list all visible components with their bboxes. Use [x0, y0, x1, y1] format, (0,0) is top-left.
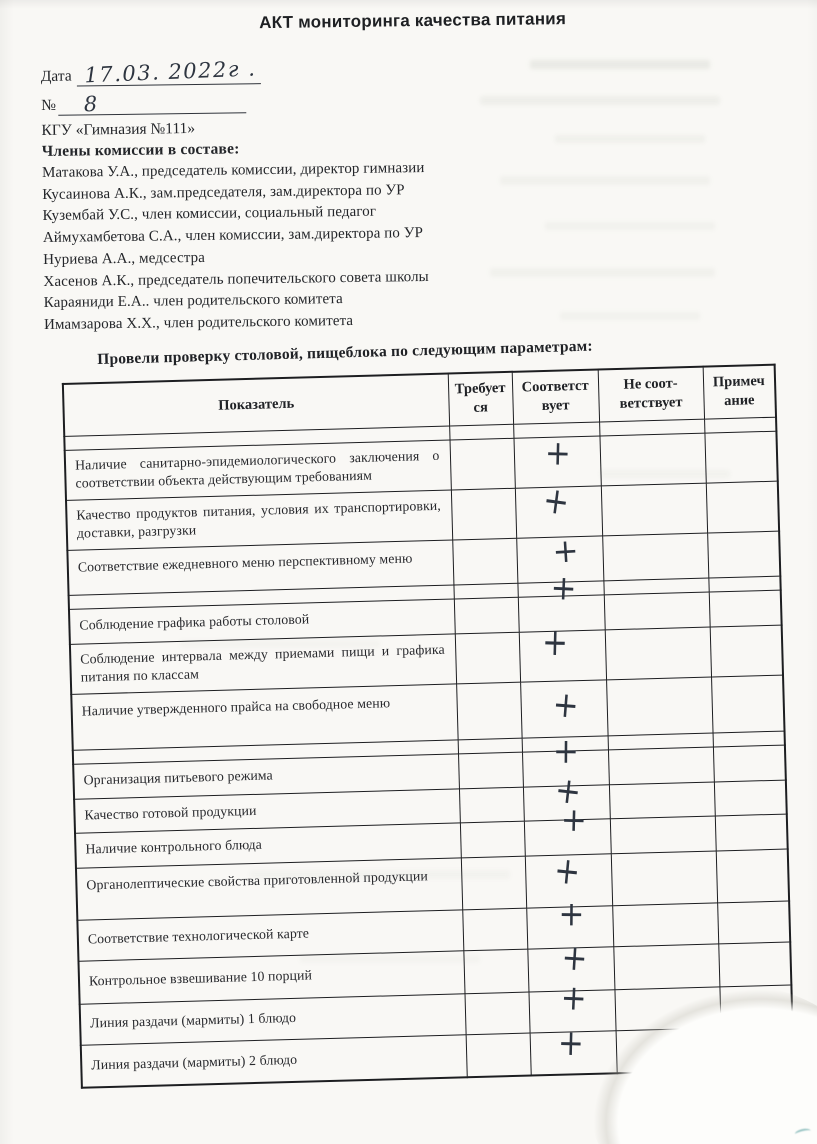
- not-complies-cell: [614, 986, 720, 1030]
- indicator-cell: Качество готовой продукции: [74, 788, 460, 832]
- complies-cell: [530, 1022, 617, 1075]
- not-complies-cell: [608, 747, 714, 785]
- indicator-cell: Органолептические свойства приготовленной продукции: [76, 857, 462, 919]
- required-cell: [460, 821, 525, 858]
- required-cell: [450, 438, 515, 490]
- not-complies-cell: [601, 483, 707, 536]
- handwritten-plus-mark: +: [559, 977, 588, 1019]
- note-cell: [718, 941, 791, 986]
- commission-member: Хасенов А.К., председатель попечительского совета школы: [43, 268, 429, 290]
- column-header-indicator: Показатель: [63, 374, 449, 436]
- required-cell: [456, 682, 521, 740]
- required-cell: [464, 992, 529, 1035]
- column-header-note: Примеч ание: [703, 365, 776, 419]
- indicator-cell: Контрольное взвешивание 10 порций: [78, 950, 464, 1003]
- checklist-block: [61, 333, 795, 1089]
- not-complies-cell: [606, 677, 712, 736]
- not-complies-cell: [610, 815, 716, 853]
- note-cell: [711, 675, 784, 733]
- required-cell: [452, 538, 517, 585]
- commission-member: Кузембай У.С., член комиссии, социальный педагог: [42, 204, 377, 225]
- number-label: №: [41, 96, 57, 114]
- indicator-cell: Линия раздачи (мармиты) 2 блюдо: [81, 1034, 467, 1087]
- note-cell: [719, 984, 792, 1027]
- required-cell: [462, 908, 527, 951]
- commission-member: Аймухамбетова С.А., член комиссии, зам.директора по УР: [42, 225, 424, 247]
- not-complies-cell: [604, 592, 710, 630]
- handwritten-plus-mark: +: [541, 620, 569, 666]
- note-cell: [721, 1025, 794, 1070]
- handwritten-date: 17.03. 2022г .: [83, 56, 257, 88]
- required-cell: [451, 488, 516, 540]
- corner-ink-smudge: [794, 1127, 811, 1138]
- note-cell: [716, 849, 789, 903]
- required-cell: [463, 949, 528, 994]
- indicator-cell: Наличие контрольного блюда: [75, 822, 461, 867]
- indicator-cell: Организация питьевого режима: [73, 753, 459, 798]
- handwritten-plus-mark: +: [551, 683, 581, 728]
- not-complies-cell: [612, 902, 718, 946]
- required-cell: [455, 632, 520, 684]
- complies-cell: [515, 478, 602, 537]
- monitoring-checklist-table: [62, 364, 795, 1089]
- note-cell: [713, 745, 786, 782]
- column-header-required: Требует ся: [448, 372, 513, 426]
- indicator-cell: Наличие санитарно-эпидемиологического заключения о соответствии объекта действующим требованиям: [65, 440, 451, 500]
- note-cell: [709, 590, 782, 627]
- note-cell: [707, 531, 780, 578]
- indicator-cell: Соблюдение графика работы столовой: [69, 598, 455, 643]
- commission-member: Матакова У.А., председатель комиссии, директор гимназии: [41, 159, 425, 181]
- handwritten-plus-mark: +: [540, 478, 572, 525]
- indicator-cell: Наличие утвержденного прайса на свободное меню: [71, 683, 457, 749]
- note-cell: [715, 814, 788, 851]
- indicator-cell: Соответствие ежедневного меню перспективному меню: [67, 539, 453, 594]
- commission-heading: Члены комиссии в составе:: [41, 140, 240, 160]
- not-complies-cell: [613, 943, 719, 989]
- handwritten-plus-mark: +: [560, 936, 589, 980]
- not-complies-cell: [602, 533, 708, 581]
- handwritten-plus-mark: +: [557, 1022, 585, 1065]
- document-header-block: [40, 6, 789, 336]
- required-cell: [461, 856, 526, 910]
- handwritten-plus-mark: +: [549, 567, 578, 609]
- required-cell: [466, 1033, 531, 1078]
- required-cell: [454, 597, 519, 634]
- note-cell: [706, 481, 779, 533]
- not-complies-cell: [611, 850, 717, 905]
- commission-member: Имамзарова Х.Х., член родительского комитета: [43, 312, 354, 333]
- number-blank-line: [58, 88, 246, 115]
- column-header-not-complies: Не соот- ветствует: [598, 367, 704, 422]
- indicator-cell: Соблюдение интервала между приемами пищи и графика питания по классам: [70, 633, 456, 693]
- handwritten-plus-mark: +: [552, 769, 584, 814]
- organization-name: КГУ «Гимназия №111»: [41, 119, 196, 139]
- note-cell: [704, 431, 777, 483]
- date-blank-line: [77, 56, 261, 88]
- handwritten-plus-mark: +: [551, 531, 580, 571]
- not-complies-cell: [605, 627, 711, 680]
- indicator-cell: Линия раздачи (мармиты) 1 блюдо: [80, 993, 466, 1044]
- commission-member: Кусаинова А.К., зам.председателя, зам.директора по УР: [42, 181, 405, 203]
- commission-members-list: [42, 153, 789, 336]
- complies-cell: [519, 620, 606, 681]
- handwritten-plus-mark: +: [552, 848, 583, 895]
- not-complies-cell: [616, 1027, 722, 1073]
- note-cell: [710, 625, 783, 677]
- indicator-cell: Качество продуктов питания, условия их транспортировки, доставки, разгрузки: [66, 490, 452, 550]
- column-header-complies: Соответст вует: [512, 369, 599, 423]
- note-cell: [714, 780, 787, 816]
- complies-cell: [520, 679, 607, 737]
- handwritten-number: 8: [83, 91, 100, 117]
- date-label: Дата: [40, 67, 72, 85]
- checklist-intro: Провели проверку столовой, пищеблока по следующим параметрам:: [96, 337, 594, 369]
- commission-member: Нуриева А.А., медсестра: [43, 249, 206, 268]
- note-cell: [717, 901, 790, 944]
- not-complies-cell: [599, 433, 705, 486]
- required-cell: [459, 787, 524, 823]
- required-cell: [458, 752, 523, 789]
- page-title: АКТ мониторинга качества питания: [259, 9, 567, 33]
- commission-member: Караяниди Е.А.. член родительского комитета: [43, 291, 343, 312]
- handwritten-plus-mark: +: [544, 433, 572, 474]
- not-complies-cell: [609, 781, 715, 818]
- indicator-cell: Соответствие технологической карте: [77, 909, 463, 960]
- handwritten-plus-mark: +: [560, 800, 588, 840]
